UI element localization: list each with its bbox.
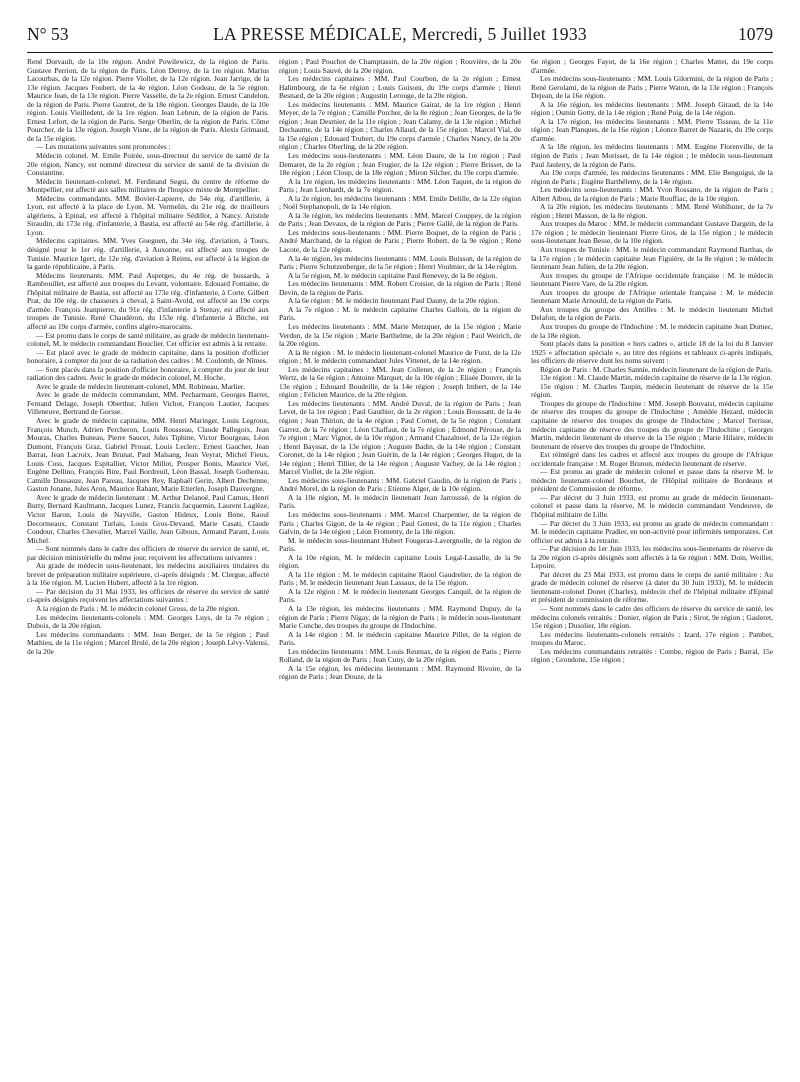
paragraph: Les médecins lieutenants : MM. André Duval, de la région de Paris ; Jean Levet, de la 1re région ; Paul Gauthier, de la 2e région ; Louis Boussant, de la 4e région ; Jean Thirion, de la 4e région ; Paul Cornet, de la 5e région ; Constant Garrez, de la 7e région ; Léon Chaffaut, de la 7e région ; Edmond Pérouse, de la 7e région ; Marc Vignot, de la 10e région ; Armand Chazalnoel, de la 12e région ; Henri Bayssat, de la 13e région ; Auguste Badin, de la 14e région ; Constant Coronet, de la 14e région ; Jean Guérin, de la 14e région ; Georges Hugot, de la 14e région ; Henri Tillier, de la 14e région ; Auguste Vachey, de la 14e région ; Marcel Viollet, de la 20e région. — [279, 398, 521, 477]
paragraph: A la 6e région : M. le médecin lieutenant Paul Dauny, de la 20e région. — [288, 296, 500, 306]
paragraph: Au grade de médecin sous-lieutenant, les médecins auxiliaires titulaires du brevet de préparation militaire supérieure, ci-après désignés : M. Clergue, affecté à la 16e région. M. Lucien Hubert, affecté à la 1re région. — [27, 561, 269, 588]
paragraph: Avec le grade de médecin lieutenant : M. Arthur Delanoë, Paul Camus, Henri Burty, Bernard Kaufmann, Jacques Lunez, Francis Jacquemin, Laurent Laglèze, Victor Baron, Louis de Nayville, Gaston Hideux, Louis Bone, Raoul Decormeaux, Constant Turlais, Louis Gros-Devaud, Marie Casati, Claude Coudour, Charles Chevalier, Marcel Vaille, Jean Giboux, Armand Parant, Louis Michel. — [27, 492, 269, 545]
paragraph: Médecins commandants. MM. Bovier-Lapierre, du 54e rég. d'artillerie, à Lyon, est affecté à la place de Lyon. M. Vermelin, du 21e rég. de tirailleurs algériens, à Epinal, est affecté à l'hôpital militaire Sédillot, à Nancy. Aristide Siraudin, du 173e rég. d'infanterie, à Bastia, est affecté au 54e rég. d'artillerie, à Lyon. — [27, 193, 269, 237]
paragraph: 6e région ; Georges Fayot, de la 16e région ; Charles Mattei, du 19e corps d'armée. — [531, 58, 773, 75]
paragraph: Les médecins commandants : MM. Jean Berger, de la 5e région ; Paul Mathieu, de la 11e région ; Marcel Brulé, de la 20e région ; Joseph Lévy-Valensi, de la 20e — [27, 629, 269, 656]
paragraph: A la 2e région, les médecins lieutenants : MM. Emile Delille, de la 12e région ; Noël Stephanopoli, de la 14e région. — [279, 193, 521, 212]
paragraph: — Par décret du 3 Juin 1933, est promu au grade de médecin lieutenant-colonel et passe dans la réserve, M. le médecin commandant Vendeuvre, de l'hôpital militaire de Lille. — [531, 492, 773, 519]
paragraph: Les médecins lieutenants-colonels retraités : Izard, 17e région ; Pambet, troupes du Maroc. — [531, 629, 773, 648]
paragraph: Les médecins lieutenants-colonels : MM. Georges Luys, de la 7e région ; Dubois, de la 20e région. — [27, 612, 269, 631]
paragraph: — Sont nommés dans le cadre des officiers de réserve du service de santé, et, par décision ministérielle du même jour, reçoivent les affectations suivantes : — [27, 544, 269, 562]
paragraph: A la 17e région, les médecins lieutenants : MM. Pierre Tisseau, de la 11e région ; Jean Planques, de la 16e région ; Léonce Barret de Nazaris, du 19e corps d'armée. — [531, 116, 773, 143]
paragraph: A la 5e région, M. le médecin capitaine Paul Renevey, de la 8e région. — [288, 270, 498, 280]
article-columns — [27, 58, 773, 1068]
paragraph: M. le médecin sous-lieutenant Hubert Fougeras-Lavergnolle, de la région de Paris. — [279, 535, 521, 554]
paragraph: Au 19e corps d'armée, les médecins lieutenants : MM. Elie Benguigui, de la région de Paris ; Eugène Barthélemy, de la 14e région. — [531, 168, 773, 186]
paragraph: A la 10e région, M. le médecin lieutenant Jean Jarroussé, de la région de Paris. — [279, 492, 521, 511]
paragraph: Les médecins sous-lieutenants : MM. Louis Gilormini, de la région de Paris ; René Gerolami, de la région de Paris ; Pierre Waton, de la 13e région ; François Dejean, de la 16e région. — [531, 74, 773, 101]
paragraph: A la 18e région, les médecins lieutenants : MM. Eugène Florenville, de la région de Paris ; Jean Morisset, de la 14e région ; le médecin sous-lieutenant Paul Jaulerry, de la région de Paris. — [531, 142, 773, 169]
page-header — [27, 18, 773, 53]
paragraph: — Est placé avec le grade de médecin capitaine, dans la position d'officier honoraire, à compter du jour de sa radiation des cadres : M. Coulomb, de Nîmes. — [27, 347, 269, 366]
paragraph: Les médecins commandants retraités : Combe, région de Paris ; Barral, 15e région ; Grondone, 15e région ; — [531, 646, 773, 665]
paragraph: 15e région : M. Charles Taupin, médecin lieutenant de réserve de la 15e région. — [531, 381, 773, 400]
paragraph: A la 20e région, les médecins lieutenants : MM. René Wohlhuter, de la 7e région ; Henri Masson, de la 8e région. — [531, 202, 773, 220]
paragraph: Les médecins sous-lieutenants : MM. Yvon Rossano, de la région de Paris ; Albert Albou, de la région de Paris ; Marie Rouffiac, de la 10e région. — [531, 185, 773, 203]
paragraph: — Par décision du 1er Juin 1933, les médecins sous-lieutenants de réserve de la 20e région ci-après désignés sont affectés à la 6e région : MM. Doin, Weiller, Lepoire. — [531, 544, 773, 571]
paragraph: A la 13e région, les médecins lieutenants : MM. Raymond Dupuy, de la région de Paris ; Pierre Nigay, de la région de Paris ; le médecin sous-lieutenant Marie Conche, des troupes du groupe de l'Indochine. — [279, 604, 521, 631]
paragraph: Les médecins sous-lieutenants : MM. Pierre Boquet, de la région de Paris ; André Marchand, de la région de Paris ; Pierre Robert, de la 9e région ; René Lacote, de la 12e région. — [279, 227, 521, 255]
paragraph: Avec le grade de médecin capitaine, MM. Henri Maringer, Louis Legroux, François Munch, Adrien Percheron, Louis Rousseau, Claude Pallegoix, Jean Mouras, Charles Buneau, Pierre Saucet, Jules Tiphine, Victor Bourgeau, Léon Dumont, François Graz, Gabriel Prouat, Louis Leclerc, Ernest Gaucher, Jean Barrat, Jean Lacroix, Jean Brunat, Paul Malsang, Jean Veyrat, Michel Fieux, Louis Coss, Jacques Espitallier, Victor Millot, Prosper Bonis, Maurice Viel, Eugène Dellino, François Bire, Paul Bordreuil, Léon Bassal, Joseph Gothereau, Camille Dussauze, Jean Pareau, Jacques Rey, Raphaël Gerin, Albert Dechenne, Gaston Jonane, Jules Aron, Maurice Rabant, Marie Etterlen, Joseph Dauvergne. — [27, 415, 269, 494]
paragraph: A la 8e région : M. le médecin lieutenant-colonel Maurice de Furst, de la 12e région ; M. le médecin commandant Jules Vittenet, de la 14e région. — [279, 347, 521, 366]
paragraph: A la 12e région : M. le médecin lieutenant Georges Canquil, de la région de Paris. — [279, 586, 521, 605]
paragraph: Aux troupes du groupe de l'Afrique occidentale française : M. le médecin lieutenant Pierre Vare, de la 20e région. — [531, 270, 773, 289]
paragraph: — Par décret du 3 Juin 1933, est promu au grade de médecin commandant : M. le médecin capitaine Pradier, en non-activité pour infirmités temporaires. Cet officier est admis à la retraite. — [531, 518, 773, 545]
paragraph: A la 3e région, les médecins lieutenants : MM. Marcel Couppey, de la région de Paris ; Jean Devaux, de la région de Paris ; Pierre Gallé, de la région de Paris. — [279, 210, 521, 229]
column-3 — [531, 58, 773, 1068]
paragraph: A la 10e région, M. le médecin capitaine Louis Legal-Lassalle, de la 9e région. — [279, 552, 521, 571]
paragraph: Région de Paris : M. Charles Sannie, médecin lieutenant de la région de Paris. — [540, 364, 773, 374]
paragraph: A la 14e région : M. le médecin capitaine Maurice Pillet, de la région de Paris. — [279, 629, 521, 648]
paragraph: Les médecins capitaines : MM. Jean Collenet, de la 2e région ; François Wertz, de la 6e région ; Antoine Marquet, de la 10e région ; Elisée Douvre, de la 13e région ; Edouard Boudeille, de la 14e région ; Joseph Imbert, de la 14e région ; Félicien Maurice, de la 20e région. — [279, 364, 521, 400]
paragraph: A la 7e région : M. le médecin capitaine Charles Gallois, de la région de Paris. — [279, 304, 521, 323]
column-1 — [27, 58, 269, 1068]
paragraph: Sont placés dans la position « hors cadres », article 18 de la loi du 8 Janvier 1925 « affectation spéciale », au titre des régions et tableaux ci-après indiqués, les officiers de réserve dont les noms suivent : — [531, 339, 773, 366]
paragraph: Les médecins sous-lieutenants : MM. Léon Daure, de la 1re région ; Paul Demaret, de la 2e région ; Jean Frugier, de la 12e région ; Pierre Brisset, de la 18e région ; Léon Cloup, de la 18e région ; Miron Silcher, du 19e corps d'armée. — [279, 151, 521, 178]
page-number: 1079 — [738, 24, 773, 44]
paragraph: Les médecins capitaines : MM. Paul Courbon, de la 2e région ; Ernest Halimbourg, de la 6e région ; Louis Guisoni, du 19e corps d'armée ; Henri Besnard, de la 20e région ; Augustin Lerouge, de la 20e région. — [279, 74, 521, 101]
paragraph: Par décret du 23 Mai 1933, est promu dans le corps de santé militaire : Au grade de médecin colonel de réserve (à dater du 30 Juin 1933), M. le médecin lieutenant-colonel Donet (Charles), médecin chef de l'hôpital militaire d'Epinal et président de commission de réforme. — [531, 569, 773, 605]
paragraph: A la 16e région, les médecins lieutenants : MM. Joseph Giraud, de la 14e région ; Osmin Gotty, de la 14e région ; René Puig, de la 14e région. — [531, 99, 773, 118]
paragraph: 13e région : M. Claude Martin, médecin capitaine de réserve de la 13e région. — [540, 373, 773, 383]
paragraph: A la région de Paris : M. le médecin colonel Gross, de la 20e région. — [36, 604, 240, 613]
paragraph: — Est promu au grade de médecin colonel et passe dans la réserve M. le médecin lieutenant-colonel Bouchet, de l'Hôpital militaire de Bordeaux et président de Commission de réforme. — [531, 467, 773, 494]
paragraph: Est réintégré dans les cadres et affecté aux troupes du groupe de l'Afrique occidentale française : M. Roger Brunon, médecin lieutenant de réserve. — [531, 450, 773, 468]
paragraph: A la 1re région, les médecins lieutenants : MM. Léon Taquet, de la région de Paris ; Jean Lienhardt, de la 7e région. — [279, 176, 521, 195]
paragraph: Médecins capitaines. MM. Yves Gueguen, du 34e rég. d'aviation, à Tours, désigné pour le 1er rég. d'artillerie, à Auxonne, est affecté aux troupes de Tunisie. Maurice Igert, du 12e rég. d'aviation à Reims, est affecté à la légion de la garde républicaine, à Paris. — [27, 236, 269, 272]
paragraph: Aux troupes du Maroc : MM. le médecin commandant Gustave Dargein, de la 17e région ; le médecin lieutenant Pierre Gros, de la 15e région ; le médecin sous-lieutenant Jean Besse, de la 10e région. — [531, 219, 773, 246]
paragraph: Les médecins lieutenants : MM. Robert Croisier, de la région de Paris ; René Devin, de la région de Paris. — [279, 279, 521, 297]
paragraph: Aux troupes du groupe des Antilles : M. le médecin lieutenant Michel Delafon, de la région de Paris. — [531, 304, 773, 323]
column-2 — [279, 58, 521, 1068]
paragraph: Les médecins sous-lieutenants : MM. Marcel Charpentier, de la région de Paris ; Charles Gigon, de la 4e région ; Paul Genest, de la 11e région ; Charles Galvin, de la 14e région ; Léon Fromenty, de la 18e région. — [279, 509, 521, 537]
paragraph: Aux troupes de Tunisie : MM. le médecin commandant Raymond Barthas, de la 17e région ; le médecin capitaine Jean Figuière, de la 8e région ; le médecin lieutenant Jean Julien, de la 20e région. — [531, 245, 773, 272]
paragraph: — Est promu dans le corps de santé militaire, au grade de médecin lieutenant-colonel, M. le médecin commandant Bouclier. Cet officier est admis à la retraite. — [27, 330, 269, 349]
paragraph: Avec le grade de médecin commandant, MM. Pecharmant, Georges Barret, Fernand Delage, Joseph Oberthur, Julien Vichot, François Lautier, Jacques Villeneuve, Bertrand de Gorsse. — [27, 390, 269, 417]
issue-number: N° 53 — [27, 24, 69, 44]
paragraph: A la 15e région, les médecins lieutenants : MM. Raymond Rivoire, de la région de Paris ; Jean Douze, de la — [279, 663, 521, 682]
paragraph: région ; Paul Pouchot de Champtassin, de la 20e région ; Rouvière, de la 20e région ; Louis Sauvé, de la 20e région. — [279, 58, 521, 75]
journal-title: LA PRESSE MÉDICALE, Mercredi, 5 Juillet 1933 — [213, 24, 587, 44]
paragraph: Médecins lieutenants. MM. Paul Asperges, du 4e rég. de hussards, à Rambouillet, est affecté aux troupes du Levant, volontaire. Edouard Fontaine, de l'hôpital militaire de Bastia, est affecté au 173e rég. d'infanterie, à Corte. Gilbert Prat, du 10e rég. de chasseurs à cheval, à Saint-Avold, est affecté au 19e corps d'armée. François Jeanpierre, du 91e rég. d'infanterie à Stenay, est affecté aux troupes de Tunisie. René Chaudéron, du 153e rég. d'infanterie à Bitche, est affecté au 19e corps d'armée, confins algéro-marocains. — [27, 270, 269, 331]
paragraph: A la 11e région : M. le médecin capitaine Raoul Gaudrelier, de la région de Paris ; M. le médecin lieutenant Jean Lassaux, de la 15e région. — [279, 569, 521, 588]
paragraph: Les médecins lieutenants : MM. Louis Reumax, de la région de Paris ; Pierre Rolland, de la région de Paris ; Jean Cuny, de la 20e région. — [279, 646, 521, 665]
paragraph: Les médecins sous-lieutenants : MM. Gabriel Gaudin, de la région de Paris ; André Morel, de la région de Paris ; Etienne Alger, de la 10e région. — [279, 475, 521, 494]
paragraph: — Sont nommés dans le cadre des officiers de réserve du service de santé, les médecins colonels retraités : Donier, région de Paris ; Sirot, 9e région ; Gasleret, 15e région ; Dusolier, 18e région. — [531, 604, 773, 631]
paragraph: A la 4e région, les médecins lieutenants : MM. Louis Buisson, de la région de Paris ; Pierre Schutzenberger, de la 5e région ; Henri Voulmier, de la 14e région. — [279, 253, 521, 272]
paragraph: — Par décision du 31 Mai 1933, les officiers de réserve du service de santé ci-après désignés reçoivent les affectations suivantes : — [27, 586, 269, 605]
paragraph: Médecin colonel. M. Emile Poirée, sous-directeur du service de santé de la 20e région, Nancy, est nommé directeur du service de santé de la division de Constantine. — [27, 151, 269, 178]
paragraph: Aux troupes du groupe de l'Indochine : M. le médecin capitaine Jean Dumec, de la 18e région. — [531, 321, 773, 340]
paragraph: Troupes du groupe de l'Indochine : MM. Joseph Bouvaist, médecin capitaine de réserve des troupes du groupe de l'Indochine ; Amédée Hezard, médecin capitaine de réserve des troupes du groupe de l'Indochine ; Marcel Terrisse, médecin capitaine de réserve des troupes du groupe de l'Indochine ; Georges Martin, médecin lieutenant de réserve de la 15e région ; Marie Hilaire, médecin lieutenant de réserve des troupes du groupe de l'Indochine. — [531, 398, 773, 451]
paragraph: René Dorvault, de la 10e région. André Powilewicz, de la région de Paris. Gustave Perrion, de la région de Paris. Léon Detroy, de la 1re région. Marius Lacourbas, de la 12e région. Pierre Viollet, de la 12e région. Jean Jarrige, de la 13e région. Jacques Foubert, de la 4e région. Léon Godeau, de la 5e région. Maurice Jean, de la 13e région. Pierre Vasselle, de la 2e région. Ernest Candelon, de la région de Paris. Pierre Gautret, de la 18e région. Georges Daude, de la 10e région. Louis Vieilledent, de la 1re région. Jean Lebrun, de la région de Paris. Ernest Lefort, de la région de Paris. Serge Oberlin, de la région de Paris. Côme Pourcher, de la 13e région. Joseph Visne, de la région de Paris. Alexis Grimaud, de la 15e région. — [27, 58, 269, 143]
paragraph: Médecin lieutenant-colonel. M. Ferdinand Segui, du centre de réforme de Montpellier, est affecté aux salles militaires de l'hospice mixte de Montpellier. — [27, 176, 269, 195]
paragraph: Avec le grade de médecin lieutenant-colonel, MM. Robineau, Marlier. — [36, 381, 245, 391]
paragraph: — Sont placés dans la position d'officier honoraire, à compter du jour de leur radiation des cadres. Avec le grade de médecin colonel, M. Hoche. — [27, 364, 269, 383]
paragraph: — Les mutations suivantes sont prononcées : — [36, 142, 171, 152]
paragraph: Les médecins lieutenants : MM. Maurice Gairat, de la 1re région ; Henri Meyer, de la 7e région ; Camille Porcher, de la 8e région ; Jean Georges, de la 9e région ; Jean Desmier, de la 11e région ; Jean Calamy, de la 13e région ; Michel Dechaume, de la 14e région ; Charles Allaud, de la 15e région ; Marcel Vial, de la 15e région ; Edouard Trubert, du 19e corps d'armée ; Charles Nancy, de la 20e région ; Charles Oberling, de la 20e région. — [279, 99, 521, 152]
paragraph: Les médecins lieutenants : MM. Marie Metzquer, de la 15e région ; Marie Verdun, de la 15e région ; Marie Barthelme, de la 20e région ; Paul Weirich, de la 20e région. — [279, 321, 521, 349]
paragraph: Aux troupes du groupe de l'Afrique orientale française : M. le médecin lieutenant Marie Arnould, de la région de Paris. — [531, 287, 773, 306]
